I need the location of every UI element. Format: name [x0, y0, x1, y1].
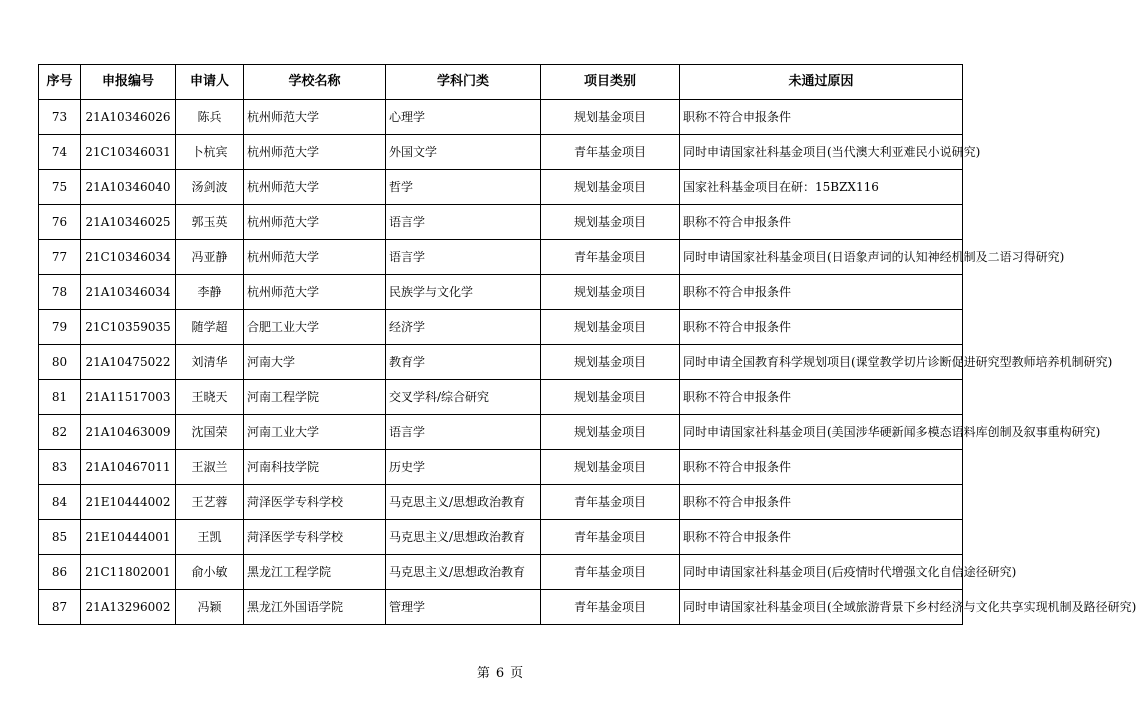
cell-index: 74 [39, 135, 81, 170]
cell-discipline: 马克思主义/思想政治教育 [386, 520, 541, 555]
cell-project-type: 规划基金项目 [541, 275, 680, 310]
cell-reason: 同时申请国家社科基金项目(美国涉华硬新闻多模态语料库创制及叙事重构研究) [680, 415, 963, 450]
cell-application-id: 21A11517003 [81, 380, 176, 415]
cell-school: 河南工业大学 [244, 415, 386, 450]
cell-applicant: 冯颖 [176, 590, 244, 625]
cell-discipline: 经济学 [386, 310, 541, 345]
table-row [39, 520, 963, 555]
cell-applicant: 沈国荣 [176, 415, 244, 450]
cell-project-type: 青年基金项目 [541, 555, 680, 590]
cell-index: 80 [39, 345, 81, 380]
cell-application-id: 21C11802001 [81, 555, 176, 590]
cell-applicant: 郭玉英 [176, 205, 244, 240]
cell-applicant: 王凯 [176, 520, 244, 555]
cell-project-type: 规划基金项目 [541, 380, 680, 415]
cell-school: 杭州师范大学 [244, 205, 386, 240]
cell-index: 87 [39, 590, 81, 625]
cell-applicant: 俞小敏 [176, 555, 244, 590]
header-row [39, 65, 963, 100]
table-row [39, 205, 963, 240]
cell-discipline: 民族学与文化学 [386, 275, 541, 310]
cell-discipline: 语言学 [386, 415, 541, 450]
cell-applicant: 王艺蓉 [176, 485, 244, 520]
cell-school: 杭州师范大学 [244, 135, 386, 170]
cell-reason: 职称不符合申报条件 [680, 205, 963, 240]
cell-discipline: 语言学 [386, 205, 541, 240]
table-header [39, 65, 963, 100]
table-row [39, 275, 963, 310]
table-row [39, 240, 963, 275]
cell-project-type: 青年基金项目 [541, 590, 680, 625]
cell-reason: 同时申请国家社科基金项目(全域旅游背景下乡村经济与文化共享实现机制及路径研究) [680, 590, 963, 625]
table-row [39, 450, 963, 485]
cell-application-id: 21A10463009 [81, 415, 176, 450]
rejection-table [38, 64, 1136, 625]
cell-reason: 职称不符合申报条件 [680, 100, 963, 135]
table-row [39, 555, 963, 590]
cell-project-type: 青年基金项目 [541, 485, 680, 520]
header-col-index: 序号 [39, 65, 81, 100]
cell-index: 85 [39, 520, 81, 555]
cell-application-id: 21A10467011 [81, 450, 176, 485]
header-col-application-id: 申报编号 [81, 65, 176, 100]
cell-applicant: 卜杭宾 [176, 135, 244, 170]
cell-school: 杭州师范大学 [244, 170, 386, 205]
cell-project-type: 规划基金项目 [541, 415, 680, 450]
cell-school: 菏泽医学专科学校 [244, 520, 386, 555]
cell-reason: 职称不符合申报条件 [680, 485, 963, 520]
cell-project-type: 青年基金项目 [541, 135, 680, 170]
cell-reason: 职称不符合申报条件 [680, 380, 963, 415]
table-row [39, 590, 963, 625]
cell-school: 杭州师范大学 [244, 100, 386, 135]
cell-applicant: 王淑兰 [176, 450, 244, 485]
cell-applicant: 刘清华 [176, 345, 244, 380]
cell-application-id: 21A10475022 [81, 345, 176, 380]
cell-applicant: 汤剑波 [176, 170, 244, 205]
cell-index: 81 [39, 380, 81, 415]
cell-reason: 同时申请全国教育科学规划项目(课堂教学切片诊断促进研究型教师培养机制研究) [680, 345, 963, 380]
cell-project-type: 规划基金项目 [541, 100, 680, 135]
page-prefix: 第 [476, 666, 490, 681]
cell-project-type: 规划基金项目 [541, 205, 680, 240]
cell-project-type: 规划基金项目 [541, 310, 680, 345]
cell-index: 73 [39, 100, 81, 135]
cell-school: 河南大学 [244, 345, 386, 380]
cell-reason: 同时申请国家社科基金项目(后疫情时代增强文化自信途径研究) [680, 555, 963, 590]
cell-index: 79 [39, 310, 81, 345]
cell-reason: 国家社科基金项目在研：15BZX116 [680, 170, 963, 205]
cell-application-id: 21A13296002 [81, 590, 176, 625]
cell-project-type: 青年基金项目 [541, 240, 680, 275]
cell-reason: 职称不符合申报条件 [680, 275, 963, 310]
cell-school: 合肥工业大学 [244, 310, 386, 345]
cell-application-id: 21A10346034 [81, 275, 176, 310]
cell-reason: 职称不符合申报条件 [680, 520, 963, 555]
cell-index: 83 [39, 450, 81, 485]
table-row [39, 380, 963, 415]
cell-discipline: 马克思主义/思想政治教育 [386, 485, 541, 520]
cell-school: 杭州师范大学 [244, 275, 386, 310]
page-number: 6 [495, 666, 505, 681]
cell-reason: 同时申请国家社科基金项目(当代澳大利亚难民小说研究) [680, 135, 963, 170]
cell-application-id: 21C10346034 [81, 240, 176, 275]
cell-reason: 职称不符合申报条件 [680, 310, 963, 345]
table-row [39, 100, 963, 135]
cell-school: 河南工程学院 [244, 380, 386, 415]
cell-discipline: 教育学 [386, 345, 541, 380]
cell-discipline: 语言学 [386, 240, 541, 275]
header-col-discipline: 学科门类 [386, 65, 541, 100]
page-footer [0, 662, 1000, 681]
cell-project-type: 规划基金项目 [541, 170, 680, 205]
cell-index: 82 [39, 415, 81, 450]
cell-applicant: 李静 [176, 275, 244, 310]
cell-application-id: 21A10346040 [81, 170, 176, 205]
cell-project-type: 规划基金项目 [541, 345, 680, 380]
cell-application-id: 21C10346031 [81, 135, 176, 170]
table-body [39, 100, 1136, 625]
cell-school: 菏泽医学专科学校 [244, 485, 386, 520]
cell-discipline: 心理学 [386, 100, 541, 135]
cell-school: 黑龙江工程学院 [244, 555, 386, 590]
cell-discipline: 哲学 [386, 170, 541, 205]
cell-school: 河南科技学院 [244, 450, 386, 485]
cell-applicant: 陈兵 [176, 100, 244, 135]
cell-application-id: 21C10359035 [81, 310, 176, 345]
cell-discipline: 外国文学 [386, 135, 541, 170]
table-row [39, 310, 963, 345]
table-row [39, 485, 963, 520]
cell-project-type: 青年基金项目 [541, 520, 680, 555]
cell-application-id: 21E10444001 [81, 520, 176, 555]
cell-index: 78 [39, 275, 81, 310]
cell-discipline: 历史学 [386, 450, 541, 485]
cell-applicant: 王晓天 [176, 380, 244, 415]
cell-reason: 职称不符合申报条件 [680, 450, 963, 485]
cell-applicant: 随学超 [176, 310, 244, 345]
cell-index: 86 [39, 555, 81, 590]
cell-reason: 同时申请国家社科基金项目(日语象声词的认知神经机制及二语习得研究) [680, 240, 963, 275]
table-row [39, 345, 963, 380]
cell-discipline: 马克思主义/思想政治教育 [386, 555, 541, 590]
page-suffix: 页 [510, 666, 524, 681]
header-col-applicant: 申请人 [176, 65, 244, 100]
table-row [39, 170, 963, 205]
cell-index: 76 [39, 205, 81, 240]
cell-applicant: 冯亚静 [176, 240, 244, 275]
header-col-project-type: 项目类别 [541, 65, 680, 100]
cell-school: 杭州师范大学 [244, 240, 386, 275]
header-col-school: 学校名称 [244, 65, 386, 100]
table-row [39, 415, 963, 450]
header-col-reason: 未通过原因 [680, 65, 963, 100]
cell-project-type: 规划基金项目 [541, 450, 680, 485]
cell-index: 77 [39, 240, 81, 275]
table-row [39, 135, 963, 170]
cell-school: 黑龙江外国语学院 [244, 590, 386, 625]
cell-index: 84 [39, 485, 81, 520]
cell-index: 75 [39, 170, 81, 205]
cell-discipline: 管理学 [386, 590, 541, 625]
cell-application-id: 21A10346025 [81, 205, 176, 240]
cell-discipline: 交叉学科/综合研究 [386, 380, 541, 415]
cell-application-id: 21A10346026 [81, 100, 176, 135]
cell-application-id: 21E10444002 [81, 485, 176, 520]
